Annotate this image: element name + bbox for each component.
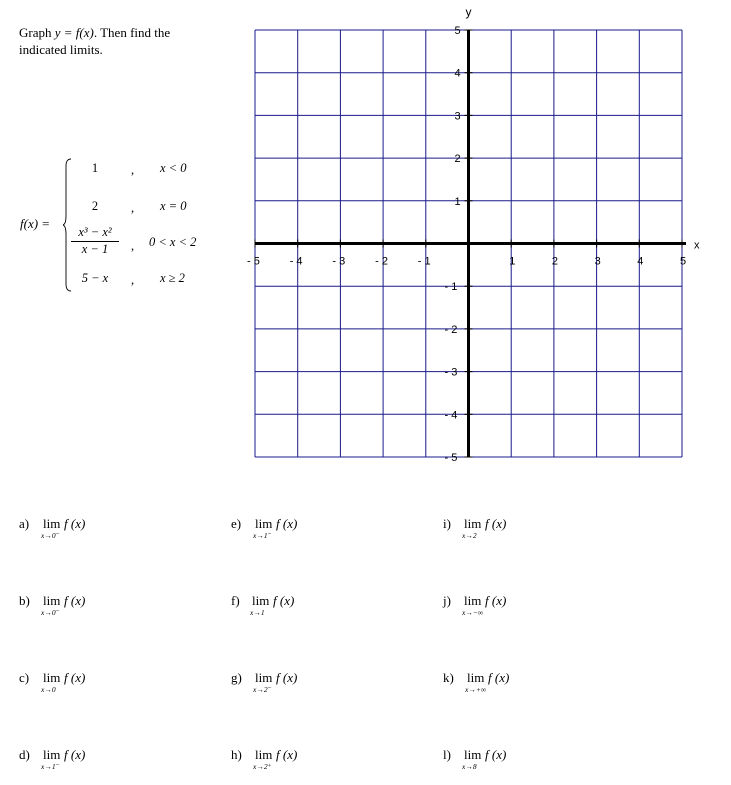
y-tick-label: 5 xyxy=(454,25,461,37)
limit-expression: f (x) xyxy=(276,516,298,531)
x-tick-label: 1 xyxy=(509,255,516,268)
limit-approach: x→2⁻ xyxy=(253,685,272,694)
limit-item xyxy=(231,670,391,704)
limit-approach: x→2⁺ xyxy=(253,762,272,771)
limit-approach: x→8 xyxy=(462,762,477,771)
case-3-fraction xyxy=(71,225,119,257)
case-4-condition: x ≥ 2 xyxy=(160,271,185,285)
y-tick-label: - 4 xyxy=(444,409,458,422)
limit-letter: d) xyxy=(19,747,30,762)
limit-approach: x→1 xyxy=(250,608,265,617)
limit-expression: f (x) xyxy=(488,670,510,685)
limit-letter: j) xyxy=(443,593,451,608)
case-2-value: 2 xyxy=(91,199,99,213)
limit-expression: f (x) xyxy=(273,593,295,608)
x-tick-label: - 3 xyxy=(332,255,346,268)
limit-letter: a) xyxy=(19,516,30,531)
limit-letter: i) xyxy=(443,516,451,531)
limit-approach: x→1⁻ xyxy=(253,531,272,540)
limit-letter: h) xyxy=(231,747,242,762)
case-3-separator: , xyxy=(131,239,135,253)
limit-lim: lim xyxy=(43,670,61,685)
limit-item xyxy=(231,593,391,627)
case-3-numerator: x³ − x² xyxy=(71,225,119,242)
piecewise-lhs: f(x) = xyxy=(20,216,51,231)
instructions xyxy=(19,24,219,58)
limit-item xyxy=(443,670,603,704)
limit-letter: e) xyxy=(231,516,242,531)
instructions-prefix: Graph xyxy=(19,25,55,40)
limit-lim: lim xyxy=(252,593,270,608)
limit-approach: x→0⁻ xyxy=(41,531,60,540)
limit-expression: f (x) xyxy=(64,747,86,762)
limit-approach: x→2 xyxy=(462,531,477,540)
limit-lim: lim xyxy=(255,747,273,762)
y-tick-label: 4 xyxy=(454,67,461,80)
limit-approach: x→0⁻ xyxy=(41,608,60,617)
x-tick-label: - 4 xyxy=(289,255,303,268)
limit-item xyxy=(19,593,179,627)
limit-lim: lim xyxy=(255,670,273,685)
x-tick-label: - 2 xyxy=(375,255,388,268)
limit-letter: g) xyxy=(231,670,242,685)
x-tick-label: 3 xyxy=(594,255,601,268)
limit-expression: f (x) xyxy=(485,593,507,608)
limit-lim: lim xyxy=(43,593,61,608)
y-tick-label: - 2 xyxy=(444,323,458,336)
limit-item xyxy=(443,747,603,781)
limit-expression: f (x) xyxy=(485,747,507,762)
case-3-denominator: x − 1 xyxy=(81,242,109,256)
x-tick-label: 5 xyxy=(680,255,687,268)
limit-expression: f (x) xyxy=(485,516,507,531)
limit-letter: f) xyxy=(231,593,240,608)
limit-item xyxy=(231,516,391,550)
y-tick-label: 1 xyxy=(454,195,461,208)
limit-item xyxy=(19,747,179,781)
limit-expression: f (x) xyxy=(64,670,86,685)
case-1-condition: x < 0 xyxy=(160,161,187,175)
limit-lim: lim xyxy=(255,516,273,531)
limit-lim: lim xyxy=(43,516,61,531)
limit-lim: lim xyxy=(464,593,482,608)
limit-approach: x→1⁻ xyxy=(41,762,60,771)
limit-item xyxy=(231,747,391,781)
case-4-separator: , xyxy=(131,273,135,287)
limit-lim: lim xyxy=(464,516,482,531)
case-1-value: 1 xyxy=(91,161,99,175)
limit-approach: x→+∞ xyxy=(465,685,487,694)
case-3-condition: 0 < x < 2 xyxy=(149,235,197,249)
case-2-condition: x = 0 xyxy=(160,199,187,213)
limit-item xyxy=(443,593,603,627)
y-tick-label: 2 xyxy=(454,153,461,166)
instructions-suffix: . Then find the indicated limits. xyxy=(19,25,171,57)
limit-expression: f (x) xyxy=(64,593,86,608)
limit-lim: lim xyxy=(464,747,482,762)
case-4-value: 5 − x xyxy=(81,271,109,285)
limit-lim: lim xyxy=(467,670,485,685)
limit-expression: f (x) xyxy=(64,516,86,531)
limit-approach: x→−∞ xyxy=(462,608,484,617)
x-tick-label: 4 xyxy=(637,255,644,268)
limit-lim: lim xyxy=(43,747,61,762)
y-tick-label: - 5 xyxy=(444,452,458,464)
limit-letter: l) xyxy=(443,747,451,762)
limit-letter: b) xyxy=(19,593,30,608)
limit-item xyxy=(443,516,603,550)
limit-expression: f (x) xyxy=(276,670,298,685)
x-tick-label: - 5 xyxy=(247,255,260,268)
case-1-separator: , xyxy=(131,163,135,177)
limit-expression: f (x) xyxy=(276,747,298,762)
x-tick-label: - 1 xyxy=(417,255,431,268)
limit-item xyxy=(19,516,179,550)
x-axis-label: x xyxy=(694,239,700,252)
limit-approach: x→0 xyxy=(41,685,56,694)
limit-item xyxy=(19,670,179,704)
y-axis-label: y xyxy=(465,5,472,19)
case-2-separator: , xyxy=(131,201,135,215)
limit-letter: k) xyxy=(443,670,454,685)
x-tick-label: 2 xyxy=(551,255,559,268)
coordinate-grid[interactable] xyxy=(238,0,718,470)
instructions-equation: y = f(x) xyxy=(54,25,94,40)
y-tick-label: - 3 xyxy=(444,366,458,379)
limit-letter: c) xyxy=(19,670,30,685)
y-tick-label: - 1 xyxy=(444,281,458,294)
y-tick-label: 3 xyxy=(454,110,461,123)
